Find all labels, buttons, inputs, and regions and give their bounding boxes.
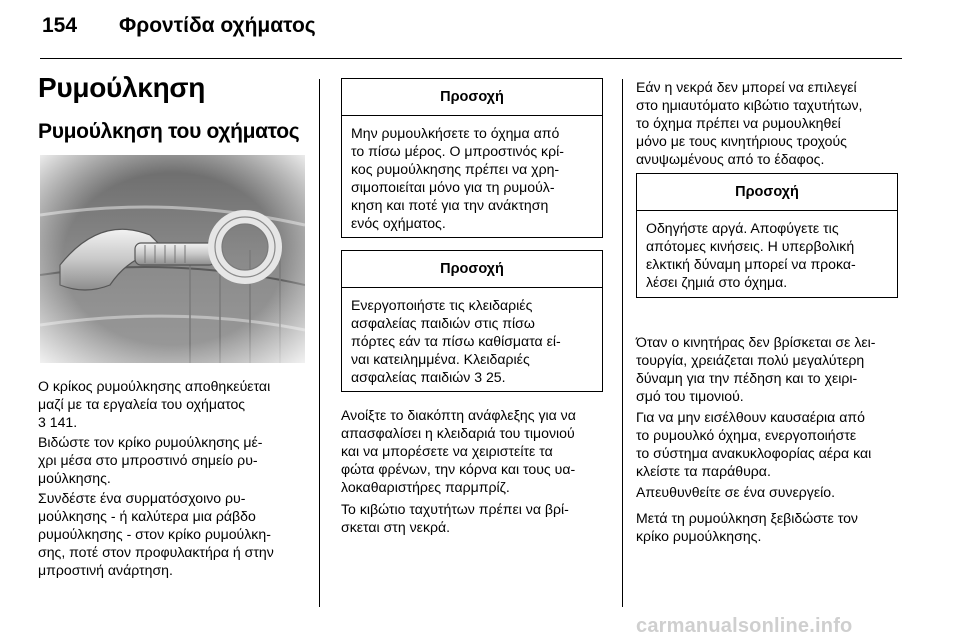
text-line: Ενεργοποιήστε τις κλειδαριές (351, 297, 533, 313)
header-divider (40, 58, 902, 59)
text-line: Ο κρίκος ρυμούλκησης αποθηκεύεται (38, 378, 271, 394)
text-line: ενός οχήματος. (351, 215, 446, 231)
towing-eye-illustration (40, 155, 305, 363)
caution-body (342, 288, 602, 386)
text-line: Συνδέστε ένα συρματόσχοινο ρυ- (38, 490, 246, 506)
page-reference: 3 141. (38, 414, 78, 430)
caution-title: Προσοχή (342, 251, 602, 288)
text-line: απασφαλίσει η κλειδαριά του τιμονιού (341, 425, 575, 441)
section-subheading: Ρυμούλκηση του οχήματος (38, 120, 300, 143)
paragraph-connect (38, 489, 313, 579)
text-line: Απευθυνθείτε σε ένα συνεργείο. (636, 484, 835, 500)
page-header (0, 0, 960, 62)
text-line: σιμοποιείται μόνο για τη ρυμούλ- (351, 179, 555, 195)
text-line: κρίκο ρυμούλκησης. (636, 528, 762, 544)
text-line: μούλκησης. (38, 470, 111, 486)
page-reference: ασφαλείας παιδιών 3 25. (351, 369, 506, 385)
text-line: και να μπορέσετε να χειριστείτε τα (341, 443, 553, 459)
caution-box-1 (341, 78, 603, 238)
text-line: το πίσω μέρος. Ο μπροστινός κρί- (351, 143, 564, 159)
text-line: το ρυμουλκό όχημα, ενεργοποιήστε (636, 427, 857, 443)
page-number: 154 (42, 14, 78, 37)
text-line: κλείστε τα παράθυρα. (636, 463, 771, 479)
paragraph-unscrew (636, 509, 911, 545)
paragraph-neutral (341, 500, 616, 536)
text-line: μόνο με τους κινητήριους τροχούς (636, 133, 847, 149)
section-heading: Ρυμούλκηση (38, 72, 206, 103)
text-line: στο ημιαυτόματο κιβώτιο ταχυτήτων, (636, 97, 863, 113)
caution-title: Προσοχή (342, 79, 602, 116)
text-line: Ανοίξτε το διακόπτη ανάφλεξης για να (341, 407, 576, 423)
caution-box-3 (636, 173, 898, 298)
text-line: απότομες κινήσεις. Η υπερβολική (646, 238, 855, 254)
text-line: το όχημα πρέπει να ρυμουλκηθεί (636, 115, 841, 131)
text-line: Βιδώστε τον κρίκο ρυμούλκησης μέ- (38, 434, 263, 450)
paragraph-workshop (636, 483, 911, 501)
text-line: Το κιβώτιο ταχυτήτων πρέπει να βρί- (341, 501, 569, 517)
paragraph-storage (38, 377, 313, 431)
text-line: ασφαλείας παιδιών στις πίσω (351, 315, 535, 331)
watermark: carmanualsonline.info (636, 615, 853, 637)
text-line: σκεται στη νεκρά. (341, 519, 451, 535)
paragraph-semi-automatic (636, 78, 911, 168)
text-line: κηση και ποτέ για την ανάκτηση (351, 197, 549, 213)
paragraph-exhaust (636, 408, 911, 480)
text-line: το σύστημα ανακυκλοφορίας αέρα και (636, 445, 872, 461)
text-line: λέσει ζημιά στο όχημα. (646, 274, 788, 290)
text-line: τουργία, χρειάζεται πολύ μεγαλύτερη (636, 352, 865, 368)
text-line: ναι κατειλημμένα. Κλειδαριές (351, 351, 530, 367)
towing-eye-drawing (40, 155, 305, 363)
caution-body (342, 116, 602, 232)
text-line: ανυψωμένους από το έδαφος. (636, 151, 825, 167)
chapter-title: Φροντίδα οχήματος (119, 14, 316, 37)
text-line: Οδηγήστε αργά. Αποφύγετε τις (646, 220, 839, 236)
column-divider-1 (319, 79, 320, 607)
text-line: Για να μην εισέλθουν καυσαέρια από (636, 409, 865, 425)
text-line: πόρτες εάν τα πίσω καθίσματα εί- (351, 333, 561, 349)
text-line: ελκτική δύναμη μπορεί να προκα- (646, 256, 856, 272)
paragraph-engine-off (636, 333, 911, 405)
text-line: Εάν η νεκρά δεν μπορεί να επιλεγεί (636, 79, 857, 95)
text-line: μπροστινή ανάρτηση. (38, 562, 173, 578)
column-divider-2 (622, 79, 623, 607)
caution-box-2 (341, 250, 603, 392)
text-line: μαζί με τα εργαλεία του οχήματος (38, 396, 246, 412)
text-line: χρι μέσα στο μπροστινό σημείο ρυ- (38, 452, 258, 468)
paragraph-ignition (341, 406, 616, 496)
caution-body (637, 211, 897, 291)
text-line: Μην ρυμουλκήσετε το όχημα από (351, 125, 560, 141)
caution-title: Προσοχή (637, 174, 897, 211)
text-line: κος ρυμούλκησης πρέπει να χρη- (351, 161, 560, 177)
text-line: φώτα φρένων, την κόρνα και τους υα- (341, 461, 576, 477)
text-line: σης, ποτέ στον προφυλακτήρα ή στην (38, 544, 274, 560)
text-line: Όταν ο κινητήρας δεν βρίσκεται σε λει- (636, 334, 876, 350)
text-line: ρυμούλκησης - στον κρίκο ρυμούλκη- (38, 526, 271, 542)
text-line: Μετά τη ρυμούλκηση ξεβιδώστε τον (636, 510, 858, 526)
paragraph-screw-in (38, 433, 313, 487)
text-line: δύναμη για την πέδηση και το χειρι- (636, 370, 858, 386)
text-line: λοκαθαριστήρες παρμπρίζ. (341, 479, 510, 495)
text-line: μούλκησης - ή καλύτερα μια ράβδο (38, 508, 256, 524)
text-line: σμό του τιμονιού. (636, 388, 744, 404)
